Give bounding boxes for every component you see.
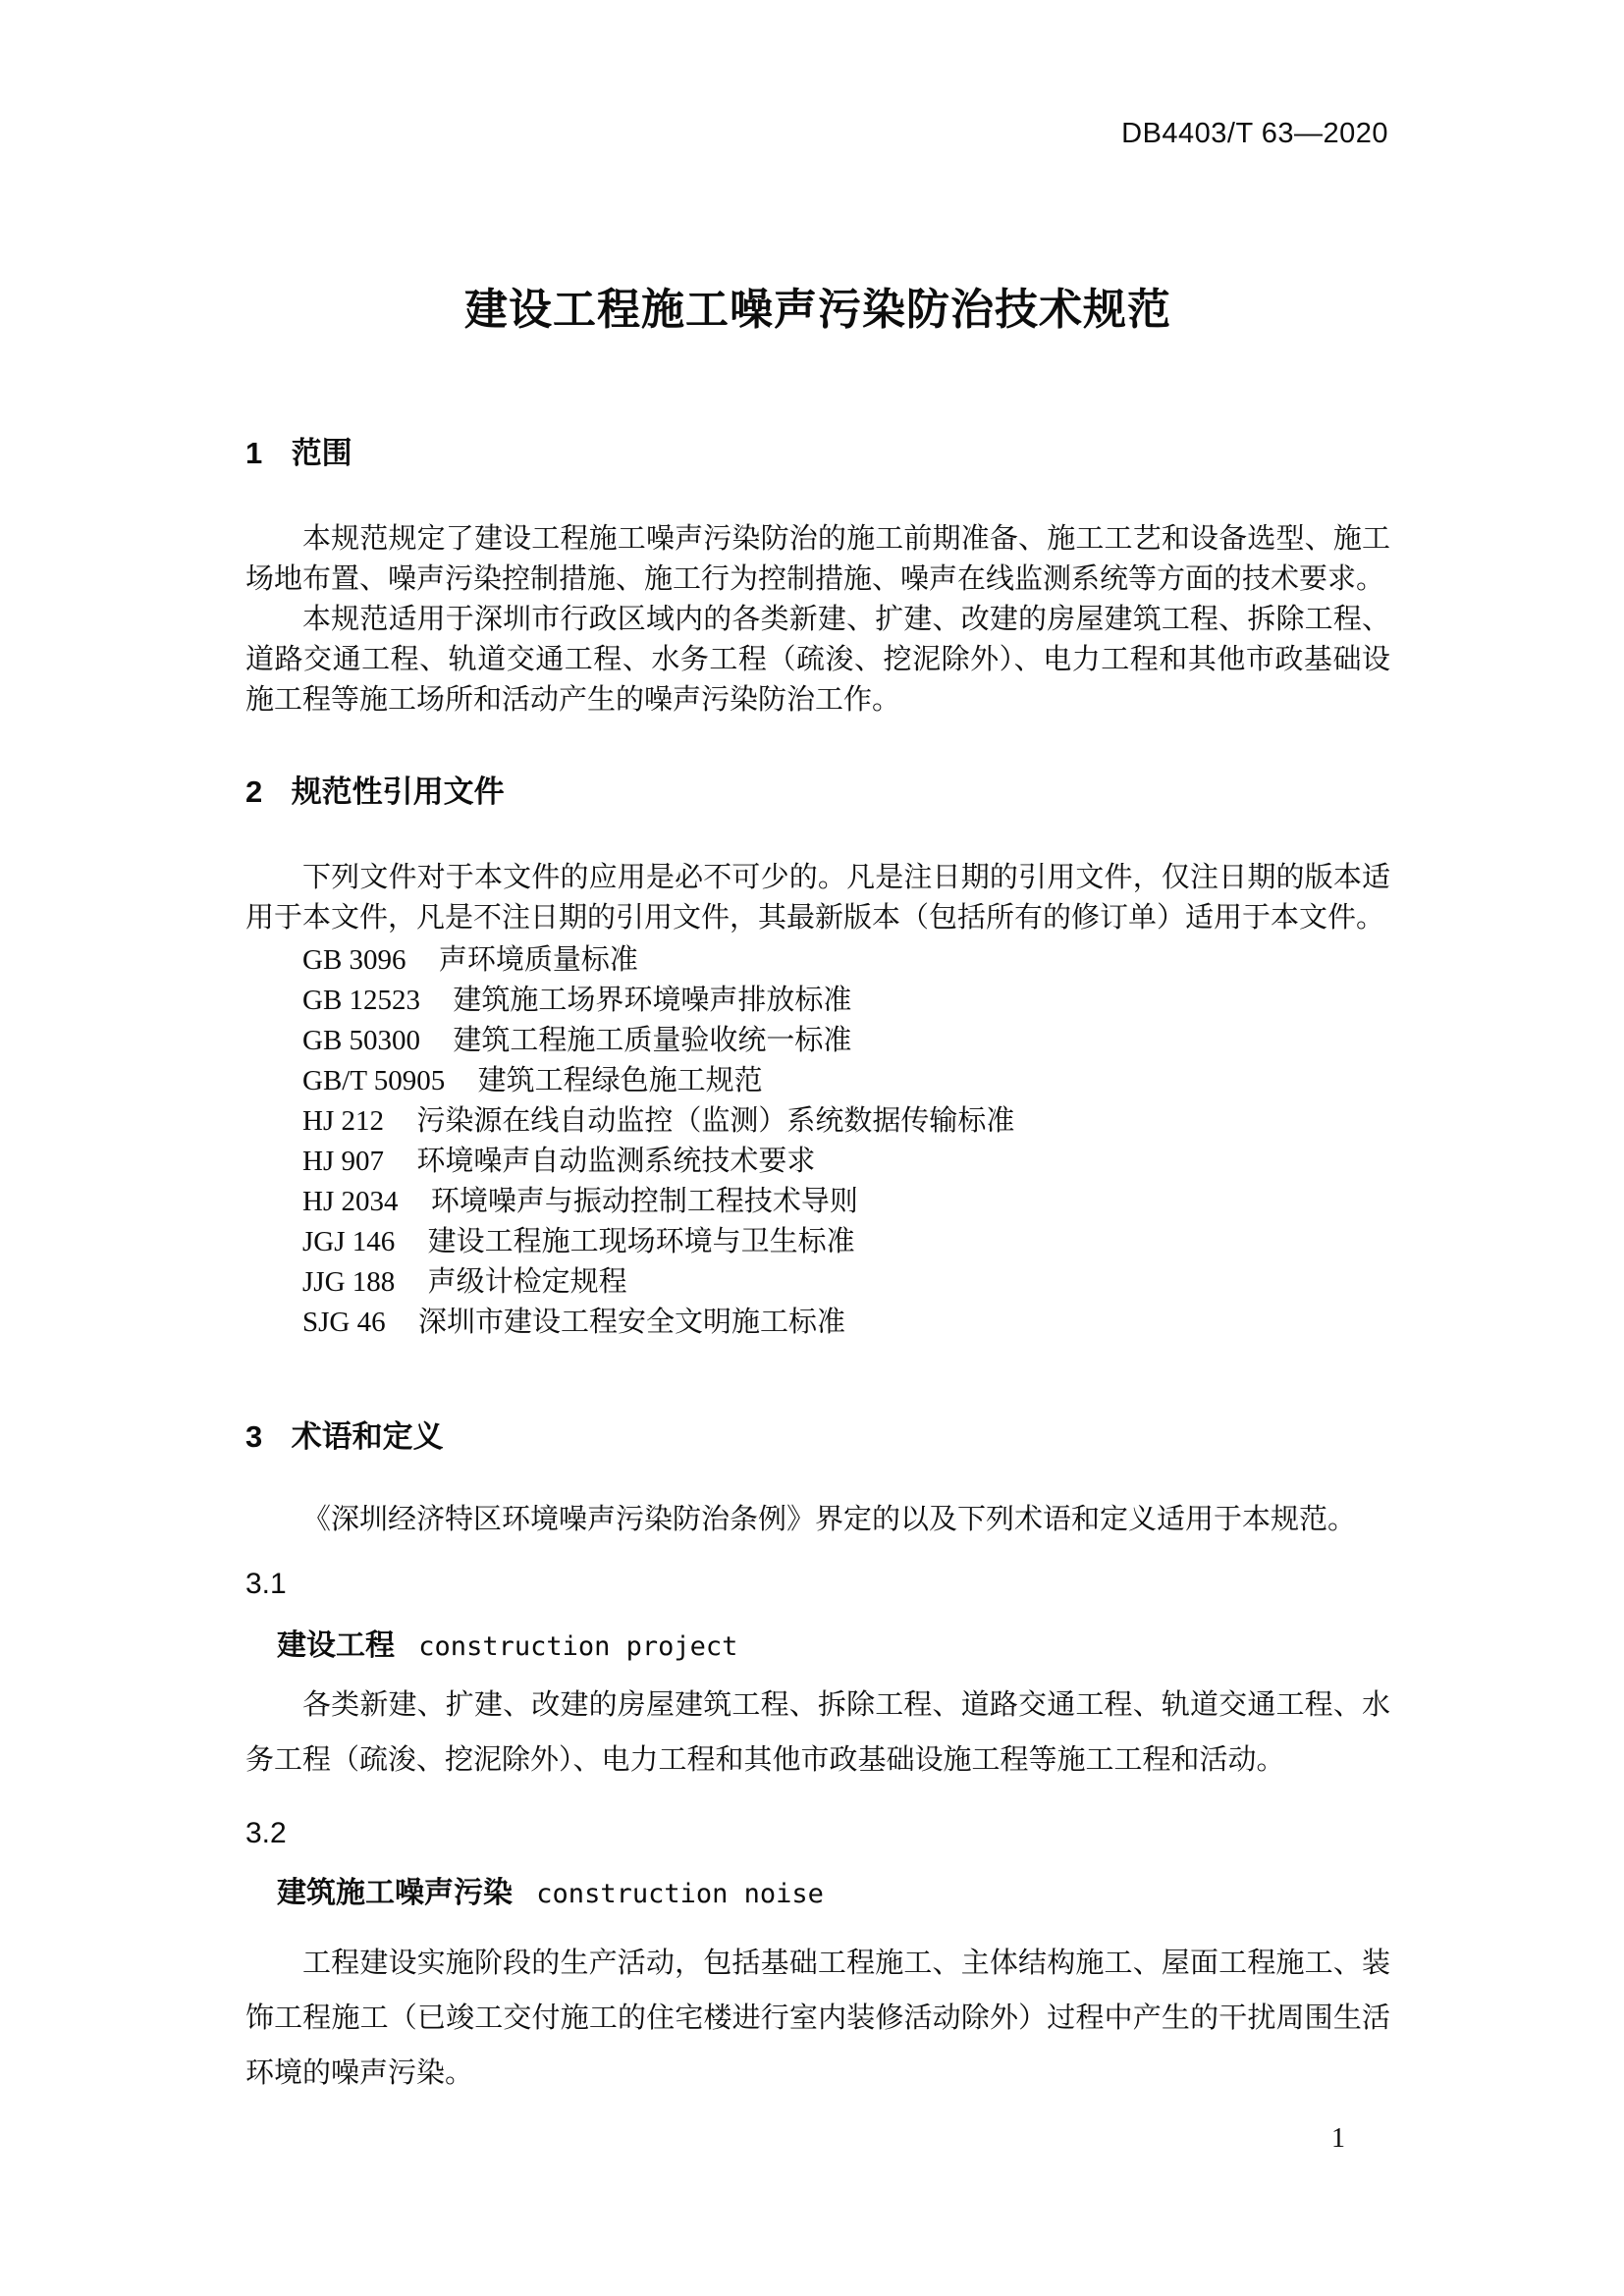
reference-item <box>302 1021 1390 1061</box>
reference-code: HJ 907 <box>302 1146 384 1177</box>
reference-item <box>302 1061 1390 1101</box>
reference-title: 建筑施工场界环境噪声排放标准 <box>453 985 852 1016</box>
reference-item <box>302 1182 1390 1222</box>
reference-item <box>302 940 1390 981</box>
page-number: 1 <box>1331 2123 1345 2154</box>
reference-title: 深圳市建设工程安全文明施工标准 <box>417 1307 845 1338</box>
reference-title: 声环境质量标准 <box>438 944 638 976</box>
reference-title: 环境噪声自动监测系统技术要求 <box>416 1146 816 1177</box>
clause-number: 3.2 <box>245 1817 287 1849</box>
reference-item <box>302 981 1390 1021</box>
term-definition: 工程建设实施阶段的生产活动，包括基础工程施工、主体结构施工、屋面工程施工、装饰工程施工（已竣工交付施工的住宅楼进行室内装修活动除外）过程中产生的干扰周围生活环境的噪声污染。 <box>245 1948 1390 2089</box>
reference-code: JJG 188 <box>302 1266 396 1298</box>
reference-code: HJ 212 <box>302 1105 384 1137</box>
reference-code: GB/T 50905 <box>302 1065 446 1096</box>
section-number: 1 <box>245 436 263 470</box>
reference-title: 环境噪声与振动控制工程技术导则 <box>430 1186 858 1217</box>
section-1-heading <box>245 437 1390 470</box>
term-heading <box>245 1628 1390 1670</box>
term-en: construction project <box>418 1631 738 1662</box>
reference-code: GB 50300 <box>302 1025 421 1056</box>
section-number: 3 <box>245 1419 263 1454</box>
term-en: construction noise <box>536 1879 824 1909</box>
reference-item <box>302 1101 1390 1142</box>
section-2-heading <box>245 775 1390 809</box>
reference-item <box>302 1262 1390 1303</box>
paragraph: 本规范规定了建设工程施工噪声污染防治的施工前期准备、施工工艺和设备选型、施工场地布置、噪声污染控制措施、施工行为控制措施、噪声在线监测系统等方面的技术要求。 <box>245 523 1390 595</box>
paragraph: 下列文件对于本文件的应用是必不可少的。凡是注日期的引用文件，仅注日期的版本适用于本文件，凡是不注日期的引用文件，其最新版本（包括所有的修订单）适用于本文件。 <box>245 862 1390 934</box>
reference-title: 建筑工程施工质量验收统一标准 <box>453 1025 852 1056</box>
term-heading <box>245 1875 1390 1917</box>
reference-code: HJ 2034 <box>302 1186 399 1217</box>
section-title: 范围 <box>291 436 352 470</box>
section-title: 术语和定义 <box>291 1419 444 1454</box>
paragraph: 本规范适用于深圳市行政区域内的各类新建、扩建、改建的房屋建筑工程、拆除工程、道路交通工程、轨道交通工程、水务工程（疏浚、挖泥除外）、电力工程和其他市政基础设施工程等施工场所和活动产生的噪声污染防治工作。 <box>245 604 1390 716</box>
reference-title: 污染源在线自动监控（监测）系统数据传输标准 <box>416 1105 1015 1137</box>
reference-item <box>302 1142 1390 1182</box>
reference-title: 声级计检定规程 <box>427 1266 627 1298</box>
normative-reference-list <box>245 940 1390 1343</box>
reference-item <box>302 1222 1390 1262</box>
reference-code: JGJ 146 <box>302 1226 396 1257</box>
reference-code: GB 12523 <box>302 985 421 1016</box>
reference-item <box>302 1303 1390 1343</box>
doc-title: 建设工程施工噪声污染防治技术规范 <box>464 286 1171 334</box>
term-definition: 各类新建、扩建、改建的房屋建筑工程、拆除工程、道路交通工程、轨道交通工程、水务工程（疏浚、挖泥除外）、电力工程和其他市政基础设施工程等施工工程和活动。 <box>245 1689 1390 1776</box>
term-zh: 建设工程 <box>277 1629 395 1662</box>
section-title: 规范性引用文件 <box>291 774 505 809</box>
paragraph: 《深圳经济特区环境噪声污染防治条例》界定的以及下列术语和定义适用于本规范。 <box>302 1504 1357 1535</box>
section-3-heading <box>245 1420 1390 1454</box>
clause-number: 3.1 <box>245 1568 287 1600</box>
reference-title: 建筑工程绿色施工规范 <box>477 1065 763 1096</box>
reference-code: GB 3096 <box>302 944 406 976</box>
reference-title: 建设工程施工现场环境与卫生标准 <box>427 1226 855 1257</box>
document-content <box>245 287 1390 2101</box>
section-number: 2 <box>245 774 263 809</box>
reference-code: SJG 46 <box>302 1307 386 1338</box>
term-zh: 建筑施工噪声污染 <box>277 1877 513 1909</box>
doc-number: DB4403/T 63—2020 <box>1121 118 1388 149</box>
